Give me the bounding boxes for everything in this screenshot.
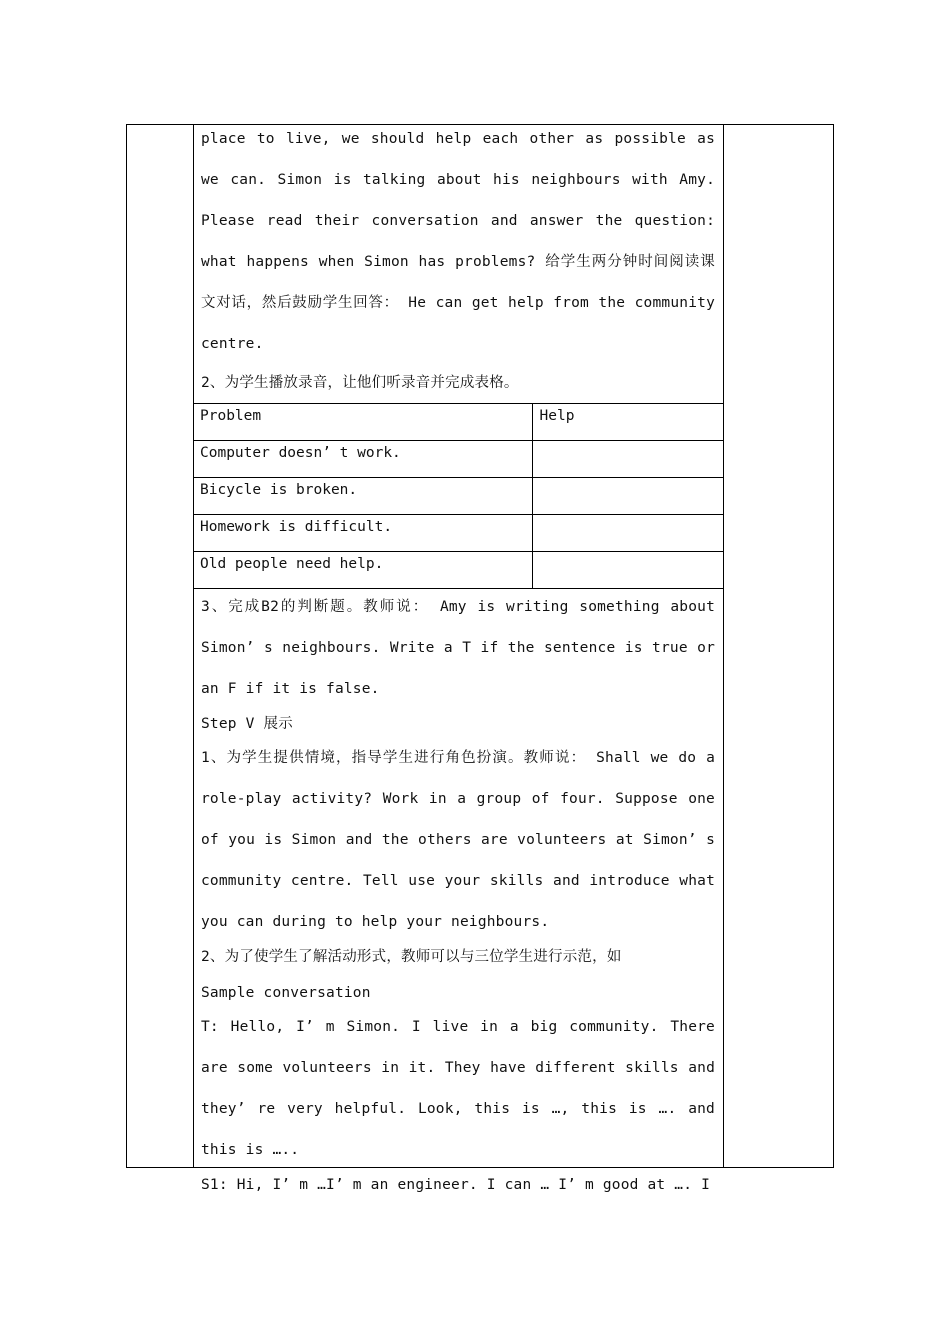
table-row [193,441,723,478]
step-2-instruction: 2、为学生播放录音，让他们听录音并完成表格。 [201,375,519,391]
problem-cell: Homework is difficult. [193,515,532,552]
help-cell [532,478,723,515]
table-row [193,515,723,552]
table-row [193,552,723,589]
table-header-row [193,404,723,441]
step-v-2-instruction: 2、为了使学生了解活动形式，教师可以与三位学生进行示范，如 [201,949,622,965]
header-help: Help [532,404,723,441]
table-row [193,478,723,515]
step-3-instruction: 3、完成B2的判断题。教师说： Amy is writing something about Simon’ s neighbours. Write a T if the sentence is true or an F if it is false. [201,599,715,697]
step-v-1-instruction: 1、为学生提供情境，指导学生进行角色扮演。教师说： Shall we do a role-play activity? Work in a group of four. Suppose one of you is Simon and the others are volunteers at Simon’ s community centre. Tell use your skills and introduce what you can during to help your neighbours. [201,750,715,930]
teacher-line: T: Hello, I’ m Simon. I live in a big community. There are some volunteers in it. They have different skills and they’ re very helpful. Look, this is …, this is …. and this is ….. [201,1019,715,1158]
lesson-table [126,124,834,1193]
procedure-column [193,125,723,1193]
problem-cell: Old people need help. [193,552,532,589]
help-cell [532,515,723,552]
student-1-line: S1: Hi, I’ m …I’ m an engineer. I can … I’ m good at …. I [201,1177,710,1193]
sample-conversation-title: Sample conversation [201,985,371,1001]
step-v-heading: Step V 展示 [201,716,293,732]
help-cell [532,441,723,478]
intro-paragraph: place to live, we should help each other as possible as we can. Simon is talking about his neighbours with Amy. Please read their conversation and answer the question: what happens when Simon has problems? 给学生两分钟时间阅读课文对话，然后鼓励学生回答： He can get help from the community centre. [201,131,715,352]
column-divider-right [723,125,724,1167]
header-problem: Problem [193,404,532,441]
problem-cell: Bicycle is broken. [193,478,532,515]
problem-help-table [193,403,723,589]
problem-cell: Computer doesn’ t work. [193,441,532,478]
help-cell [532,552,723,589]
